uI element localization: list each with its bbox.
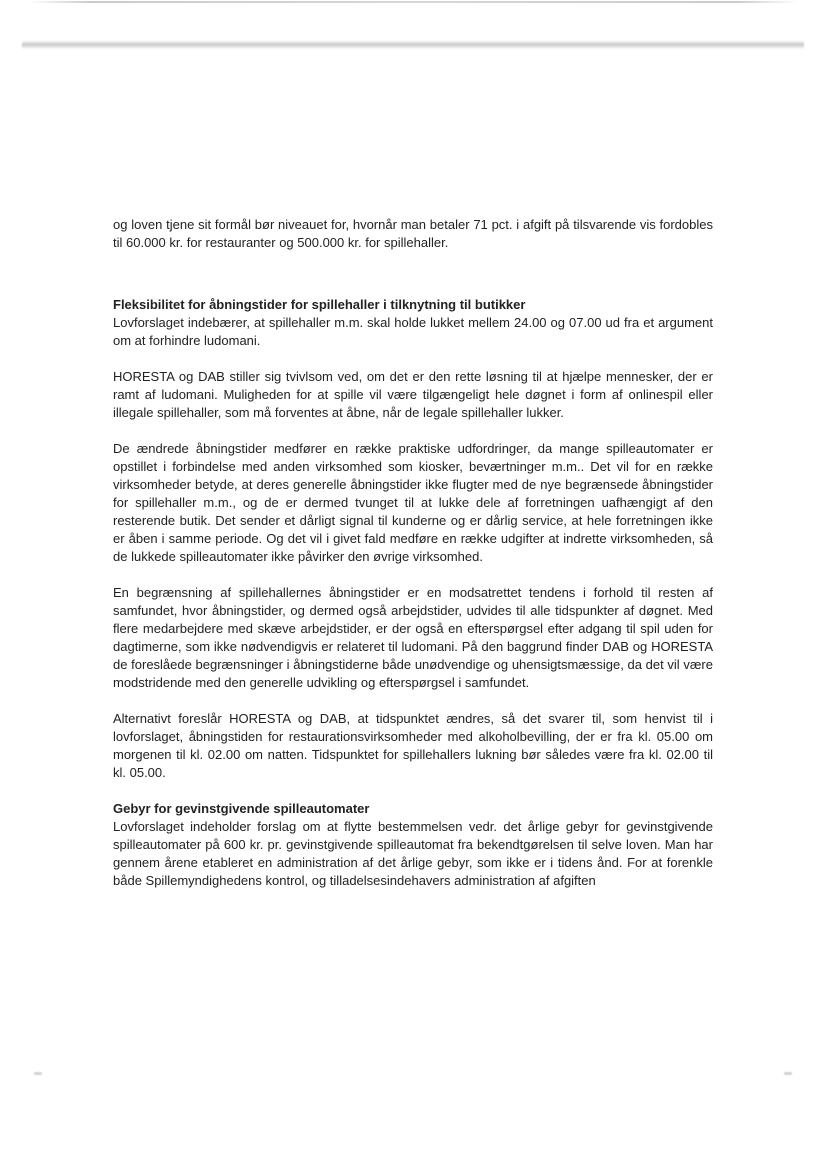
scan-speck-right — [784, 1072, 792, 1075]
paragraph: De ændrede åbningstider medfører en række praktiske udfordringer, da mange spilleautomater er opstillet i forbindelse med anden virksomhed som kiosker, beværtninger m.m.. Det vil for en række virksomheder betyde, at deres generelle åbningstider ikke flugter med de nye begrænsede åbningstider for spillehaller m.m., og de er dermed tvunget til at lukke dele af forretningen uafhængigt af den resterende butik. Det sender et dårligt signal til kunderne og er dårlig service, at hele forretningen ikke er åben i samme periode. Og det vil i givet fald medføre en række udgifter at indrette virksomheden, så de lukkede spilleautomater ikke påvirker den øvrige virksomhed. — [113, 441, 713, 564]
section-heading-opening-hours: Fleksibilitet for åbningstider for spillehaller i tilknytning til butikker — [113, 297, 526, 312]
paragraph: En begrænsning af spillehallernes åbningstider er en modsatrettet tendens i forhold til resten af samfundet, hvor åbningstider, og dermed også arbejdstider, udvides til alle tidspunkter af døgnet. Med flere medarbejdere med skæve arbejdstider, er der også en efterspørgsel efter adgang til spil uden for dagtimerne, som ikke nødvendigvis er relateret til ludomani. På den baggrund finder DAB og HORESTA de foreslåede begrænsninger i åbningstiderne både unødvendige og uhensigtsmæssige, da det vil være modstridende med den generelle udvikling og efterspørgsel i samfundet. — [113, 585, 713, 690]
paragraph: Lovforslaget indeholder forslag om at flytte bestemmelsen vedr. det årlige gebyr for gevinstgivende spilleautomater på 600 kr. pr. gevinstgivende spilleautomat fra bekendtgørelsen til selve loven. Man har gennem årene etableret en administration af det årlige gebyr, som ikke er i tidens ånd. For at forenkle både Spillemyndighedens kontrol, og tilladelsesindehavers administration af afgiften — [113, 819, 713, 888]
paragraph: Alternativt foreslår HORESTA og DAB, at tidspunktet ændres, så det svarer til, som henvist til i lovforslaget, åbningstiden for restaurationsvirksomheder med alkoholbevilling, der er fra kl. 05.00 om morgenen til kl. 02.00 om natten. Tidspunktet for spillehallers lukning bør således være fra kl. 02.00 til kl. 05.00. — [113, 711, 713, 780]
section-heading-fee: Gebyr for gevinstgivende spilleautomater — [113, 801, 370, 816]
scan-speck-left — [34, 1072, 42, 1075]
scan-artifact-edge-shadow — [22, 41, 804, 49]
paragraph-intro: og loven tjene sit formål bør niveauet for, hvornår man betaler 71 pct. i afgift på tilsvarende vis fordobles til 60.000 kr. for restauranter og 500.000 kr. for spillehaller. — [113, 217, 713, 250]
paragraph: HORESTA og DAB stiller sig tvivlsom ved, om det er den rette løsning til at hjælpe mennesker, der er ramt af ludomani. Muligheden for at spille vil være tilgængeligt hele døgnet i form af onlinespil eller illegale spillehaller, som må forventes at åbne, når de legale spillehaller lukker. — [113, 369, 713, 420]
document-content — [113, 216, 713, 908]
scan-artifact-top-line — [28, 1, 798, 3]
paragraph: Lovforslaget indebærer, at spillehaller m.m. skal holde lukket mellem 24.00 og 07.00 ud fra et argument om at forhindre ludomani. — [113, 315, 713, 348]
